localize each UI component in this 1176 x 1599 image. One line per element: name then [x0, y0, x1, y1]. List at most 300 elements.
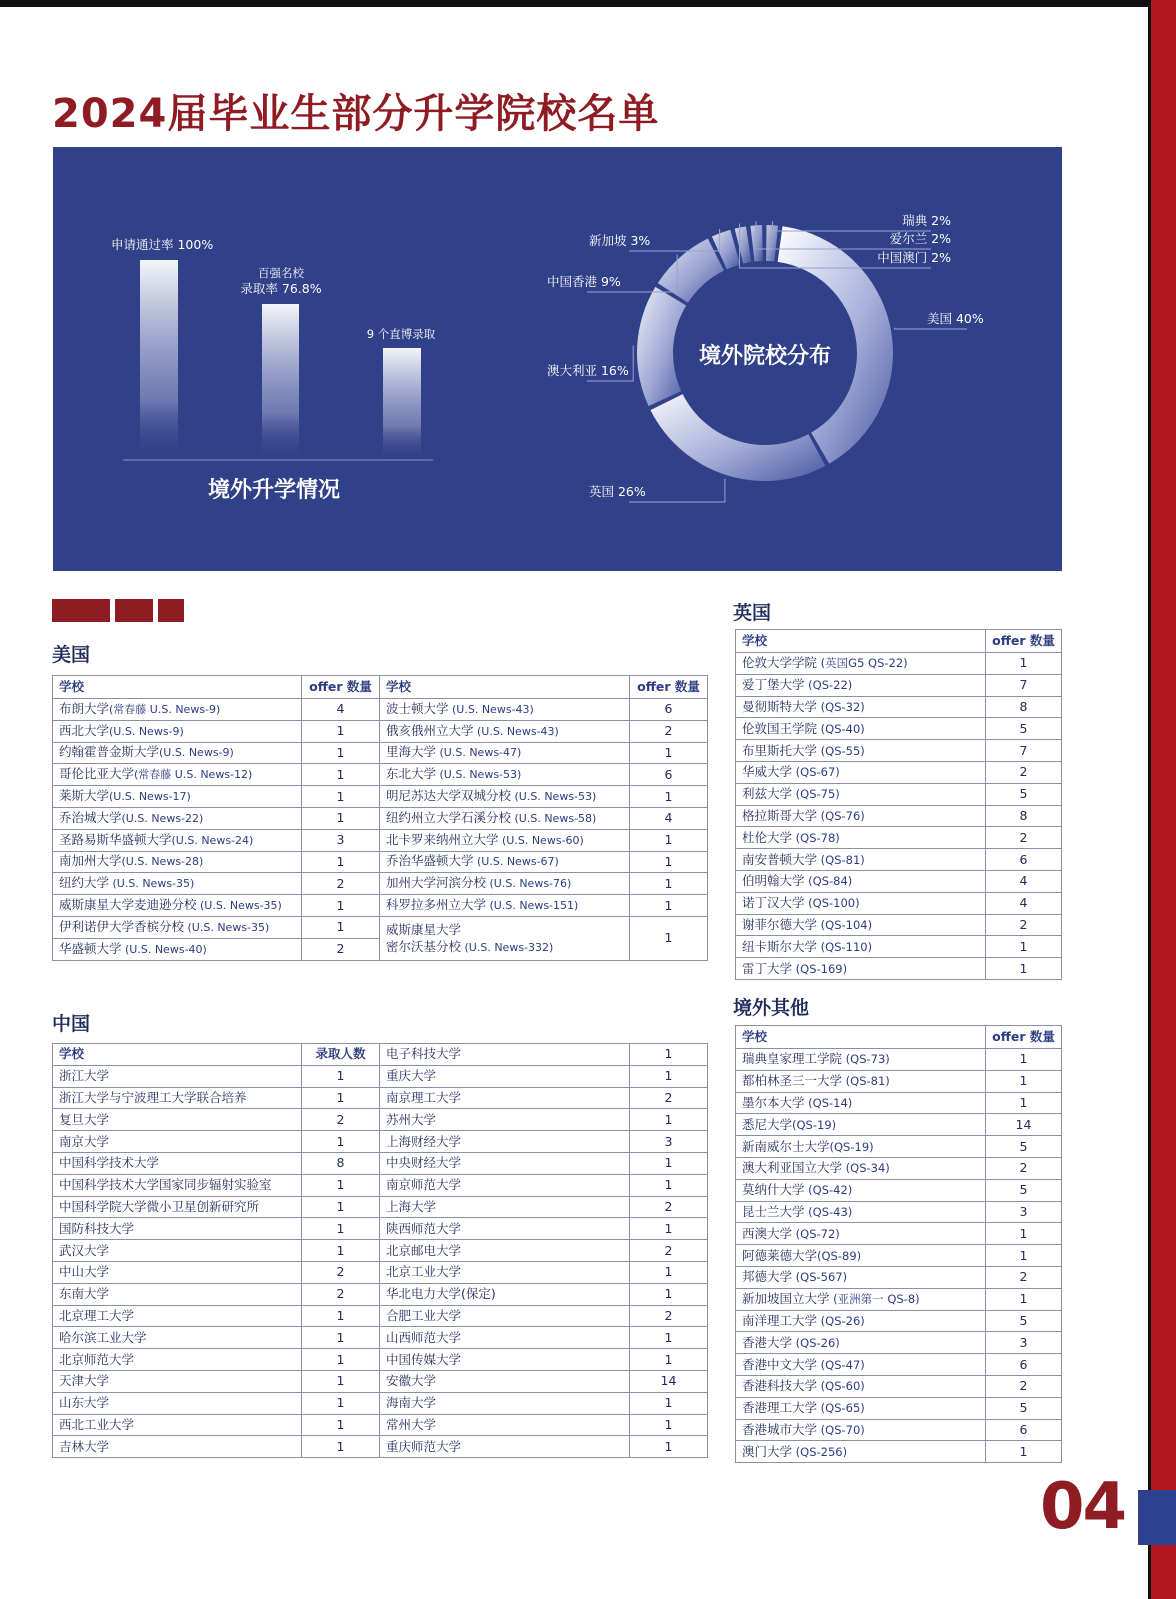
other-overseas-offers-table	[735, 1025, 1062, 1463]
admitted-count: 1	[630, 1414, 708, 1436]
school-name: 纽约州立大学石溪分校	[386, 809, 512, 825]
admitted-count: 2	[630, 1196, 708, 1218]
school-cell	[736, 1441, 986, 1463]
offer-count: 1	[630, 895, 708, 917]
school-name: 上海大学	[380, 1196, 630, 1218]
school-name: 悉尼大学	[742, 1116, 793, 1132]
admitted-count: 8	[302, 1152, 380, 1174]
overseas-bar-chart	[111, 237, 436, 503]
school-cell	[736, 1092, 986, 1114]
offer-count: 6	[986, 1419, 1062, 1441]
table-row	[736, 1266, 1062, 1288]
offer-count: 2	[302, 873, 380, 895]
table-row	[53, 1044, 708, 1066]
ranking-note: (QS-67)	[792, 765, 840, 780]
school-cell	[736, 1419, 986, 1441]
school-name: 利兹大学	[742, 786, 793, 802]
donut-slice-label: 中国澳门 2%	[877, 250, 951, 265]
table-row	[736, 1375, 1062, 1397]
ranking-note: (U.S. News-35)	[109, 877, 195, 891]
offer-count: 2	[986, 1375, 1062, 1397]
overseas-stats-panel	[53, 147, 1062, 571]
table-row	[53, 1131, 708, 1153]
ranking-note: (QS-256)	[792, 1444, 848, 1459]
offer-count: 1	[986, 1070, 1062, 1092]
ranking-note: (QS-81)	[842, 1074, 890, 1089]
ranking-note: (U.S. News-53)	[436, 768, 522, 782]
offer-count: 1	[302, 851, 380, 873]
ranking-note: (QS-22)	[804, 678, 853, 693]
section-heading-other: 境外其他	[733, 997, 810, 1019]
table-header-row	[736, 630, 1062, 653]
school-name: 合肥工业大学	[380, 1305, 630, 1327]
table-row	[736, 1397, 1062, 1419]
offer-count: 2	[986, 761, 1062, 783]
table-row	[53, 764, 708, 786]
offer-count: 1	[986, 1092, 1062, 1114]
school-name: 纽约大学	[59, 875, 110, 891]
school-name: 伯明翰大学	[742, 873, 805, 889]
admitted-count: 1	[302, 1414, 380, 1436]
school-name: 上海财经大学	[380, 1131, 630, 1153]
bar-label-approval: 申请通过率 100%	[111, 237, 214, 252]
admitted-count: 1	[630, 1436, 708, 1458]
overseas-donut-chart	[547, 213, 984, 502]
admitted-count: 1	[630, 1392, 708, 1414]
school-name: 伦敦国王学院	[742, 720, 818, 736]
admitted-count: 1	[630, 1174, 708, 1196]
ranking-note: (常春藤 U.S. News-12)	[134, 768, 253, 782]
red-block-2	[115, 599, 153, 622]
table-row	[736, 1049, 1062, 1071]
admitted-count: 3	[630, 1131, 708, 1153]
col-header-school: 学校	[736, 1026, 986, 1049]
col-header-offers: offer 数量	[630, 676, 708, 699]
offer-count: 2	[986, 1266, 1062, 1288]
donut-slice-label: 英国 26%	[589, 484, 646, 499]
offer-count: 2	[986, 1157, 1062, 1179]
table-row	[736, 1136, 1062, 1158]
col-header-school: 学校	[53, 676, 302, 699]
ranking-note: (QS-34)	[842, 1161, 890, 1176]
table-row	[53, 1349, 708, 1371]
school-name: 山东大学	[53, 1392, 302, 1414]
school-name: 中国科学技术大学国家同步辐射实验室	[53, 1174, 302, 1196]
school-name: 瑞典皇家理工学院	[742, 1051, 843, 1067]
bar-top100-rate	[262, 304, 299, 460]
offer-count: 14	[986, 1114, 1062, 1136]
school-cell	[736, 674, 986, 696]
school-name: 华盛顿大学	[59, 940, 122, 956]
ranking-note: (QS-70)	[817, 1422, 865, 1437]
school-cell	[53, 699, 302, 721]
school-cell	[736, 1179, 986, 1201]
offer-count: 3	[986, 1201, 1062, 1223]
ranking-note: (QS-169)	[792, 961, 848, 976]
admitted-count: 1	[302, 1196, 380, 1218]
donut-slice-label: 瑞典 2%	[902, 213, 951, 228]
ranking-note: (U.S. News-151)	[486, 899, 579, 913]
donut-slice-label: 新加坡 3%	[589, 233, 651, 248]
table-row	[736, 1179, 1062, 1201]
school-cell	[736, 696, 986, 718]
school-cell	[736, 1288, 986, 1310]
ranking-note: (QS-19)	[829, 1139, 874, 1154]
admitted-count: 2	[630, 1305, 708, 1327]
offer-count: 1	[630, 829, 708, 851]
ranking-note: (QS-72)	[792, 1226, 840, 1241]
school-cell	[736, 1070, 986, 1092]
school-cell	[736, 1223, 986, 1245]
school-name: 陕西师范大学	[380, 1218, 630, 1240]
school-cell	[380, 786, 630, 808]
school-name: 海南大学	[380, 1392, 630, 1414]
admitted-count: 14	[630, 1370, 708, 1392]
school-cell	[380, 720, 630, 742]
school-name: 北京师范大学	[53, 1349, 302, 1371]
offer-count: 1	[986, 1441, 1062, 1463]
col-header-offers: offer 数量	[986, 1026, 1062, 1049]
school-name: 明尼苏达大学双城分校	[386, 788, 512, 804]
ranking-note: (U.S. News-47)	[436, 746, 522, 760]
ranking-note: (QS-89)	[817, 1248, 862, 1263]
admitted-count: 1	[630, 1327, 708, 1349]
school-name: 哥伦比亚大学	[59, 766, 135, 782]
offer-count: 1	[630, 873, 708, 895]
ranking-note: (U.S. News-332)	[461, 940, 554, 954]
table-row	[53, 1261, 708, 1283]
offer-count: 8	[986, 805, 1062, 827]
school-name: 南安普顿大学	[742, 851, 818, 867]
school-cell	[736, 1114, 986, 1136]
school-name: 电子科技大学	[380, 1044, 630, 1066]
ranking-note: (U.S. News-35)	[184, 920, 270, 934]
admitted-count: 2	[630, 1240, 708, 1262]
school-cell	[736, 914, 986, 936]
school-name: 都柏林圣三一大学	[742, 1073, 843, 1089]
table-row	[53, 1327, 708, 1349]
admitted-count: 1	[630, 1261, 708, 1283]
school-cell	[380, 873, 630, 895]
admitted-count: 1	[302, 1065, 380, 1087]
school-cell	[736, 1354, 986, 1376]
school-name: 圣路易斯华盛顿大学	[59, 831, 172, 847]
table-row	[53, 699, 708, 721]
ranking-note: (QS-43)	[804, 1204, 853, 1219]
school-name: 澳门大学	[742, 1443, 793, 1459]
school-cell	[53, 851, 302, 873]
ranking-note: (QS-75)	[792, 787, 840, 802]
school-cell	[736, 653, 986, 675]
school-name: 常州大学	[380, 1414, 630, 1436]
ranking-note: (U.S. News-67)	[473, 855, 559, 869]
page-title: 2024届毕业生部分升学院校名单	[52, 91, 660, 137]
school-cell	[736, 805, 986, 827]
school-name: 杜伦大学	[742, 829, 793, 845]
school-cell	[736, 783, 986, 805]
ranking-note: (QS-32)	[817, 699, 865, 714]
offer-count: 2	[630, 720, 708, 742]
table-row	[736, 892, 1062, 914]
school-cell	[53, 786, 302, 808]
offer-count: 6	[986, 849, 1062, 871]
donut-slice-label: 中国香港 9%	[547, 274, 621, 289]
col-header-admitted: 录取人数	[302, 1044, 380, 1066]
school-cell	[736, 740, 986, 762]
table-row	[53, 1109, 708, 1131]
offer-count: 1	[630, 916, 708, 960]
school-name-line1: 威斯康星大学	[386, 921, 462, 937]
bar-direct-phd	[383, 348, 421, 460]
school-name: 浙江大学	[53, 1065, 302, 1087]
offer-count: 2	[986, 827, 1062, 849]
ranking-note: (U.S. News-40)	[121, 942, 207, 956]
school-cell	[736, 1136, 986, 1158]
school-name: 诺丁汉大学	[742, 895, 805, 911]
school-name: 香港大学	[742, 1334, 793, 1350]
red-block-1	[52, 599, 110, 622]
stats-graphics	[53, 147, 1062, 571]
school-name: 谢菲尔德大学	[742, 916, 818, 932]
school-cell	[736, 1266, 986, 1288]
table-row	[736, 1223, 1062, 1245]
admitted-count: 1	[302, 1305, 380, 1327]
ranking-note: (QS-60)	[817, 1379, 865, 1394]
table-row	[53, 916, 708, 938]
table-row	[736, 1441, 1062, 1463]
offer-count: 1	[986, 1245, 1062, 1267]
offer-count: 1	[302, 916, 380, 938]
ranking-note: (U.S. News-22)	[121, 811, 204, 825]
table-row	[53, 851, 708, 873]
table-row	[736, 870, 1062, 892]
table-row	[53, 1392, 708, 1414]
offer-count: 2	[986, 914, 1062, 936]
table-row	[53, 1370, 708, 1392]
school-name: 山西师范大学	[380, 1327, 630, 1349]
admitted-count: 2	[302, 1283, 380, 1305]
ranking-note: (QS-104)	[817, 917, 873, 932]
table-row	[53, 1240, 708, 1262]
school-name: 西北大学	[59, 722, 110, 738]
admitted-count: 1	[630, 1109, 708, 1131]
school-name: 南洋理工大学	[742, 1312, 818, 1328]
table-row	[736, 1354, 1062, 1376]
school-name: 中山大学	[53, 1261, 302, 1283]
school-name: 重庆师范大学	[380, 1436, 630, 1458]
offer-count: 1	[986, 653, 1062, 675]
offer-count: 6	[630, 699, 708, 721]
school-name: 香港中文大学	[742, 1356, 818, 1372]
ranking-note: (U.S. News-35)	[196, 899, 282, 913]
ranking-note: (QS-84)	[804, 874, 853, 889]
offer-count: 1	[630, 786, 708, 808]
admitted-count: 1	[302, 1131, 380, 1153]
school-cell	[736, 936, 986, 958]
ranking-note: (QS-76)	[817, 808, 865, 823]
table-row	[53, 1174, 708, 1196]
school-name: 莫纳什大学	[742, 1182, 805, 1198]
ranking-note: (QS-42)	[804, 1183, 853, 1198]
offer-count: 1	[986, 1288, 1062, 1310]
school-name: 香港城市大学	[742, 1421, 818, 1437]
admitted-count: 2	[302, 1109, 380, 1131]
donut-slice-label: 美国 40%	[927, 311, 984, 326]
ranking-note: (QS-73)	[842, 1052, 890, 1067]
table-row	[736, 1201, 1062, 1223]
donut-slice-label: 爱尔兰 2%	[889, 231, 951, 246]
section-heading-china: 中国	[52, 1013, 91, 1035]
ranking-note: (英国G5 QS-22)	[817, 656, 908, 671]
school-name: 威斯康星大学麦迪逊分校	[59, 897, 197, 913]
ranking-note: (QS-19)	[792, 1117, 837, 1132]
school-name: 武汉大学	[53, 1240, 302, 1262]
school-name: 格拉斯哥大学	[742, 807, 818, 823]
offer-count: 5	[986, 718, 1062, 740]
donut-slice	[658, 238, 724, 302]
school-name: 莱斯大学	[59, 788, 110, 804]
offer-count: 5	[986, 1179, 1062, 1201]
table-row	[736, 914, 1062, 936]
offer-count: 7	[986, 674, 1062, 696]
school-name: 南京师范大学	[380, 1174, 630, 1196]
table-row	[736, 849, 1062, 871]
school-name: 西北工业大学	[53, 1414, 302, 1436]
offer-count: 1	[302, 786, 380, 808]
table-row	[53, 895, 708, 917]
ranking-note: (QS-81)	[817, 852, 865, 867]
school-cell	[380, 807, 630, 829]
school-name: 重庆大学	[380, 1065, 630, 1087]
ranking-note: (U.S. News-9)	[109, 724, 184, 738]
donut-slice	[750, 225, 762, 262]
school-name: 加州大学河滨分校	[386, 875, 487, 891]
offer-count: 3	[302, 829, 380, 851]
table-header-row	[736, 1026, 1062, 1049]
us-offers-table	[52, 675, 708, 961]
table-row	[53, 720, 708, 742]
table-row	[736, 1332, 1062, 1354]
offer-count: 1	[986, 936, 1062, 958]
school-cell	[736, 1245, 986, 1267]
school-cell	[53, 873, 302, 895]
school-name: 中国传媒大学	[380, 1349, 630, 1371]
school-name: 乔治华盛顿大学	[386, 853, 474, 869]
table-row	[736, 958, 1062, 980]
offer-count: 1	[302, 742, 380, 764]
offer-count: 1	[630, 742, 708, 764]
school-cell	[53, 916, 302, 938]
offer-count: 4	[302, 699, 380, 721]
offer-count: 6	[630, 764, 708, 786]
school-cell	[736, 1397, 986, 1419]
donut-title: 境外院校分布	[698, 344, 832, 369]
table-row	[53, 1414, 708, 1436]
school-cell	[736, 1332, 986, 1354]
admitted-count: 1	[630, 1065, 708, 1087]
top-border	[0, 0, 1176, 7]
school-cell	[53, 938, 302, 960]
school-name: 俄亥俄州立大学	[386, 722, 474, 738]
admitted-count: 1	[630, 1218, 708, 1240]
school-cell	[736, 1049, 986, 1071]
school-name: 布朗大学	[59, 700, 110, 716]
school-name: 东北大学	[386, 766, 437, 782]
offer-count: 1	[302, 807, 380, 829]
school-name: 北京邮电大学	[380, 1240, 630, 1262]
school-name: 北卡罗来纳州立大学	[386, 831, 499, 847]
school-cell	[736, 1375, 986, 1397]
ranking-note: (U.S. News-9)	[159, 746, 234, 760]
school-cell	[736, 849, 986, 871]
offer-count: 5	[986, 1136, 1062, 1158]
ranking-note: (U.S. News-43)	[448, 702, 534, 716]
ranking-note: (QS-65)	[817, 1401, 865, 1416]
offer-count: 1	[986, 1049, 1062, 1071]
school-cell	[380, 916, 630, 960]
school-name: 安徽大学	[380, 1370, 630, 1392]
ranking-note: (U.S. News-17)	[109, 790, 191, 804]
table-row	[53, 786, 708, 808]
page-corner-block	[1138, 1490, 1176, 1545]
table-row	[736, 1092, 1062, 1114]
table-row	[736, 827, 1062, 849]
table-row	[53, 1436, 708, 1458]
school-cell	[380, 895, 630, 917]
bar-label-phd: 9 个直博录取	[366, 327, 436, 341]
school-name: 约翰霍普金斯大学	[59, 744, 160, 760]
page-number: 04	[1040, 1470, 1126, 1544]
offer-count: 4	[986, 870, 1062, 892]
school-name: 墨尔本大学	[742, 1094, 805, 1110]
school-name: 南京大学	[53, 1131, 302, 1153]
table-row	[736, 1310, 1062, 1332]
bar-approval-rate	[140, 260, 178, 460]
admitted-count: 1	[302, 1370, 380, 1392]
offer-count: 4	[986, 892, 1062, 914]
offer-count: 5	[986, 1397, 1062, 1419]
school-name: 香港科技大学	[742, 1378, 818, 1394]
school-cell	[380, 699, 630, 721]
bar-label-top100-line2: 录取率 76.8%	[240, 281, 322, 296]
admitted-count: 1	[630, 1044, 708, 1066]
school-name: 曼彻斯特大学	[742, 698, 818, 714]
school-name: 西澳大学	[742, 1225, 793, 1241]
school-name: 南加州大学	[59, 853, 122, 869]
school-name: 邦德大学	[742, 1269, 793, 1285]
school-name: 哈尔滨工业大学	[53, 1327, 302, 1349]
ranking-note: (U.S. News-28)	[121, 855, 204, 869]
school-name: 天津大学	[53, 1370, 302, 1392]
ranking-note: (常春藤 U.S. News-9)	[109, 702, 221, 716]
table-row	[736, 718, 1062, 740]
school-name: 新加坡国立大学	[742, 1291, 830, 1307]
school-cell	[380, 764, 630, 786]
china-admissions-table	[52, 1043, 708, 1458]
uk-offers-table	[735, 629, 1062, 980]
table-row	[736, 1419, 1062, 1441]
school-cell	[380, 829, 630, 851]
ranking-note: (U.S. News-60)	[498, 833, 584, 847]
school-name: 华北电力大学(保定)	[380, 1283, 630, 1305]
school-name: 里海大学	[386, 744, 437, 760]
offer-count: 5	[986, 783, 1062, 805]
right-edge-band	[1151, 0, 1176, 1599]
admitted-count: 1	[302, 1436, 380, 1458]
school-name: 乔治城大学	[59, 809, 122, 825]
col-header-offers: offer 数量	[986, 630, 1062, 653]
table-row	[53, 1283, 708, 1305]
